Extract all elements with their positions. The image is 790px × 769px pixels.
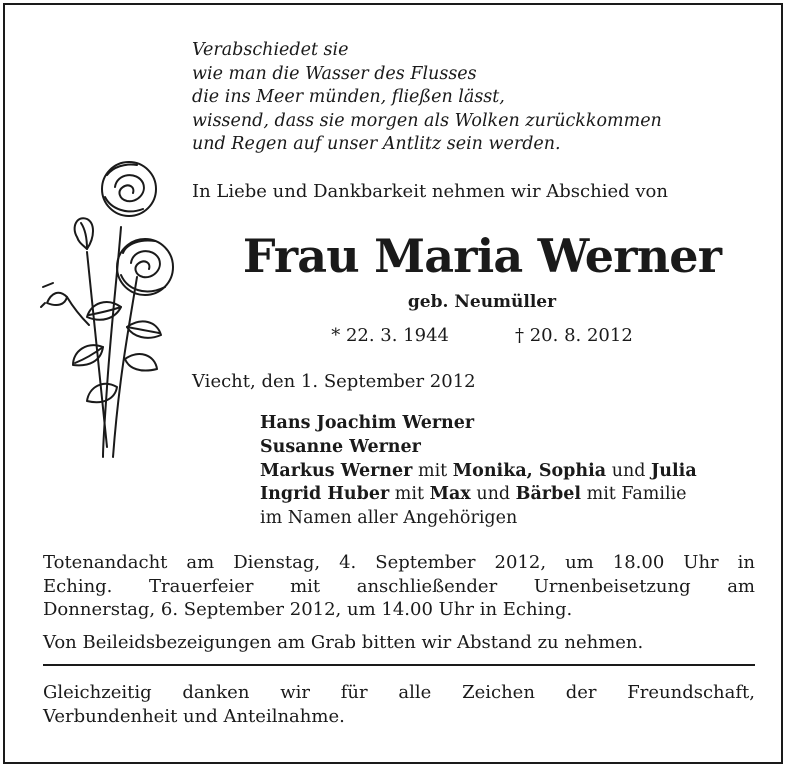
poem-line: die ins Meer münden, fließen lässt,	[192, 87, 505, 107]
poem-line: wie man die Wasser des Flusses	[192, 63, 477, 84]
service-info	[43, 551, 755, 622]
death-date: † 20. 8. 2012	[515, 325, 633, 346]
service-line: Totenandacht am Dienstag, 4. September 2012, um 18.00 Uhr in	[43, 552, 755, 573]
birth-date: * 22. 3. 1944	[331, 325, 449, 346]
thanks-line: Gleichzeitig danken wir für alle Zeichen der Freundschaft,	[43, 682, 755, 703]
poem-line: wissend, dass sie morgen als Wolken zurückkommen	[192, 110, 662, 131]
thanks-line: Verbundenheit und Anteilnahme.	[43, 705, 345, 727]
thanks-text	[43, 681, 755, 728]
intro-text: In Liebe und Dankbarkeit nehmen wir Abschied von	[192, 181, 668, 202]
condolence-note: Von Beileidsbezeigungen am Grab bitten wir Abstand zu nehmen.	[43, 632, 644, 653]
poem	[192, 39, 772, 157]
mourners-list	[260, 412, 765, 531]
mourner-line: Markus Werner mit Monika, Sophia und Julia	[260, 460, 697, 481]
obituary-notice	[3, 3, 783, 764]
mourner-name: Hans Joachim Werner	[260, 413, 475, 433]
deceased-name: Frau Maria Werner	[242, 229, 722, 283]
birth-name: geb. Neumüller	[407, 292, 557, 312]
mourner-line: im Namen aller Angehörigen	[260, 508, 518, 529]
service-line: Eching. Trauerfeier mit anschließender Urnenbeisetzung am	[43, 575, 755, 597]
place-date: Viecht, den 1. September 2012	[192, 371, 476, 392]
service-line: Donnerstag, 6. September 2012, um 14.00 Uhr in Eching.	[43, 599, 573, 620]
poem-line: Verabschiedet sie	[192, 40, 349, 60]
mourner-line: Ingrid Huber mit Max und Bärbel mit Familie	[260, 484, 687, 505]
divider	[43, 664, 755, 666]
mourner-name: Susanne Werner	[260, 436, 421, 457]
poem-line: und Regen auf unser Antlitz sein werden.	[192, 134, 561, 154]
life-dates	[192, 325, 772, 346]
rose-icon	[37, 157, 182, 462]
